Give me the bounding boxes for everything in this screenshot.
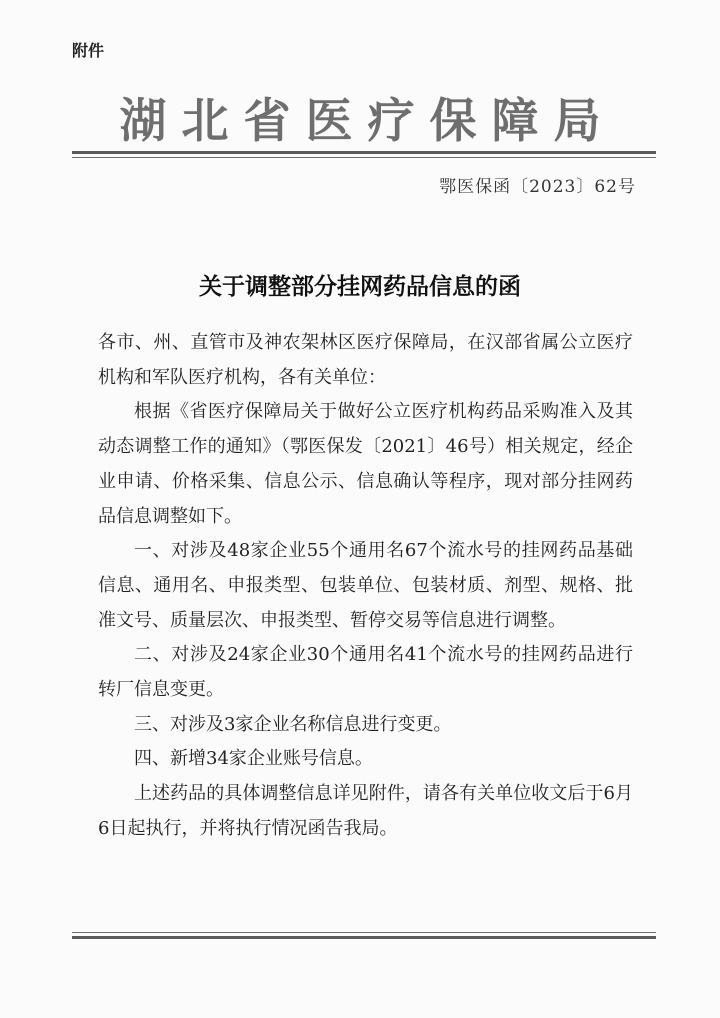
footer-rule-thin xyxy=(72,932,656,933)
paragraph-item-1: 一、对涉及48家企业55个通用名67个流水号的挂网药品基础信息、通用名、申报类型、包装单位、包装材质、剂型、规格、批准文号、质量层次、申报类型、暂停交易等信息进行调整。 xyxy=(98,540,633,631)
paragraph-item-2: 二、对涉及24家企业30个通用名41个流水号的挂网药品进行转厂信息变更。 xyxy=(98,644,633,701)
header-rule-thick xyxy=(72,151,656,154)
attachment-label: 附件 xyxy=(72,41,105,60)
paragraph-item-4: 四、新增34家企业账号信息。 xyxy=(134,748,373,770)
letter-body xyxy=(98,326,633,847)
paragraph-item-3: 三、对涉及3家企业名称信息进行变更。 xyxy=(134,713,452,735)
organization-header: 湖北省医疗保障局 xyxy=(119,94,616,149)
document-number: 鄂医保函〔2023〕62号 xyxy=(439,177,636,197)
footer-rule-thick xyxy=(72,936,656,939)
document-title: 关于调整部分挂网药品信息的函 xyxy=(199,274,521,300)
paragraph-closing: 上述药品的具体调整信息详见附件，请各有关单位收文后于6月6日起执行，并将执行情况函告我局。 xyxy=(98,783,633,839)
header-rule-thin xyxy=(72,157,656,158)
paragraph-basis: 根据《省医疗保障局关于做好公立医疗机构药品采购准入及其动态调整工作的通知》（鄂医保发〔2021〕46号）相关规定，经企业申请、价格采集、信息公示、信息确认等程序，现对部分挂网药品信息调整如下。 xyxy=(98,401,633,527)
salutation: 各市、州、直管市及神农架林区医疗保障局，在汉部省属公立医疗机构和军队医疗机构，各有关单位： xyxy=(98,332,633,388)
